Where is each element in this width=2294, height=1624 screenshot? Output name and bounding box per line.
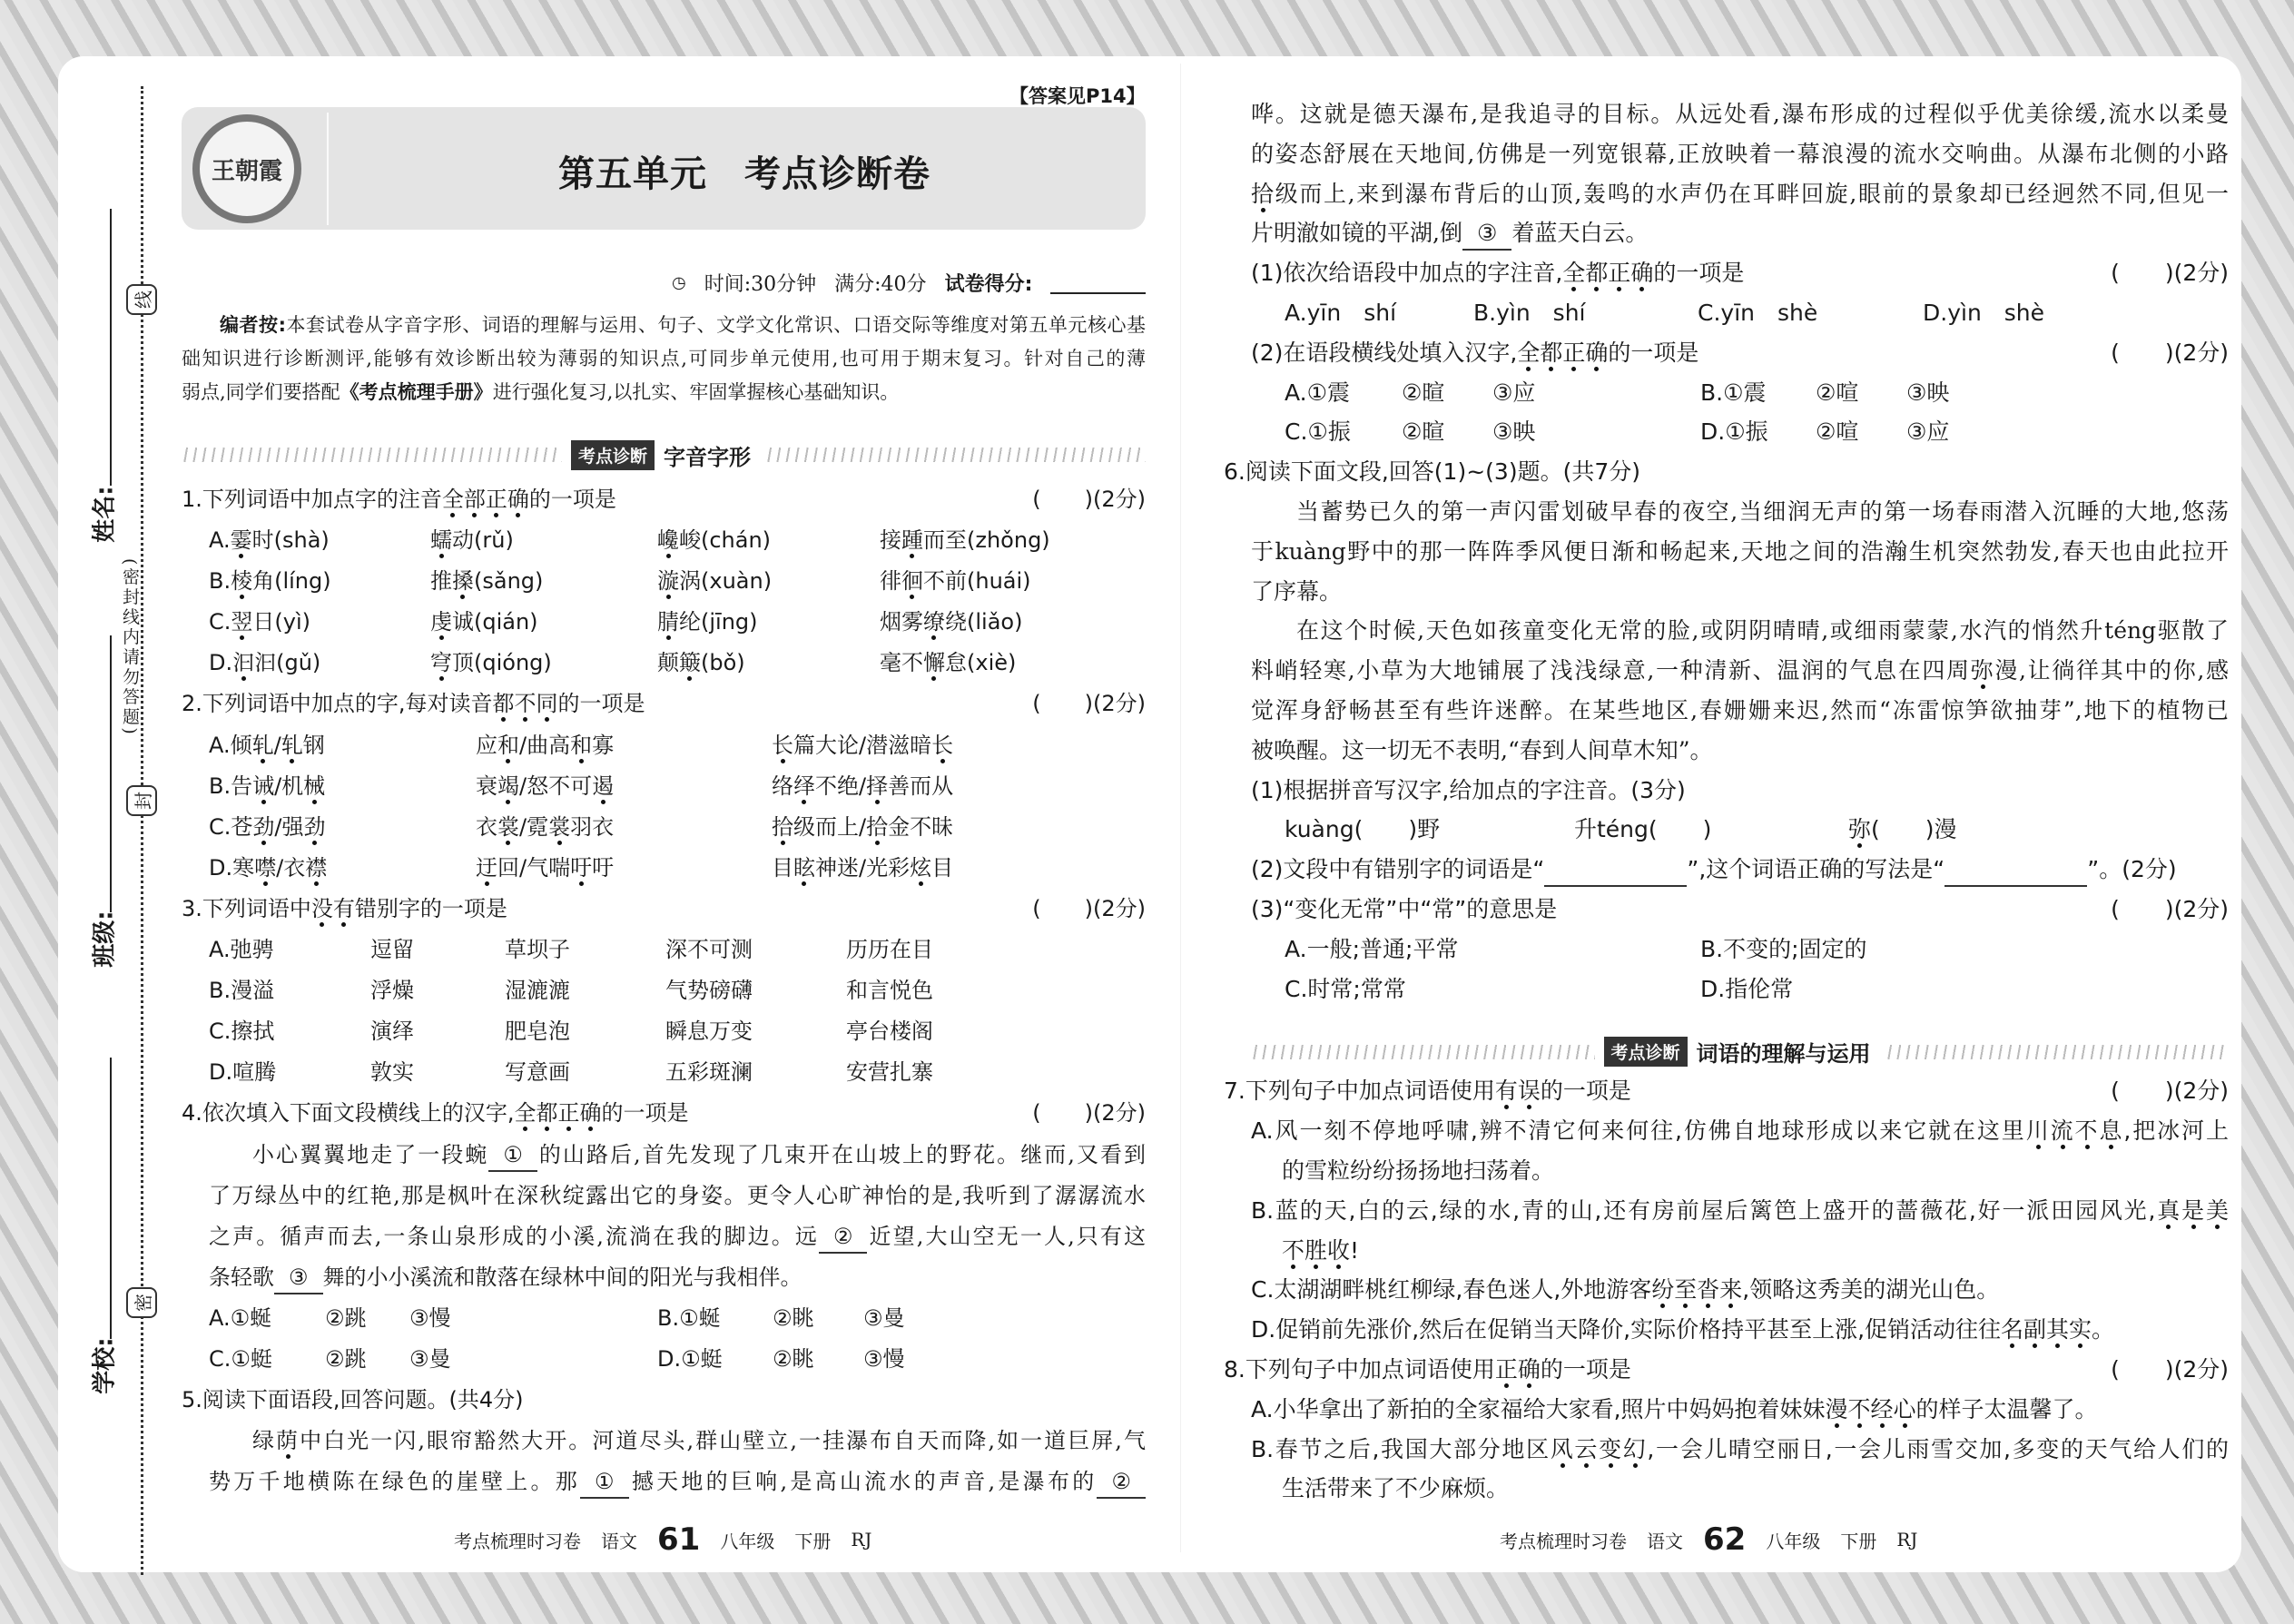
section-title: 词语的理解与运用: [1696, 1041, 1871, 1068]
question-stem-text: 5.阅读下面语段,回答问题。(共4分): [182, 1387, 524, 1413]
bold-text: 编者按:: [220, 314, 286, 336]
option-continuation: [1251, 1151, 2229, 1191]
answer-option[interactable]: 毫不懈怠(xiè): [880, 650, 1017, 676]
option-row: [209, 1298, 1146, 1339]
answer-option[interactable]: [1251, 1111, 2229, 1151]
option-row: [209, 1052, 1146, 1093]
answer-bracket-score[interactable]: ( )(2分): [2111, 1355, 2229, 1383]
passage-line: [1251, 651, 2229, 691]
option-row: [209, 1339, 1146, 1380]
seal-mark-line: 线: [126, 284, 157, 315]
answer-option[interactable]: D.yìn shè: [1923, 299, 2045, 326]
answer-bracket-score[interactable]: ( )(2分): [2111, 260, 2229, 287]
passage-line-text: 的姿态舒展在天地间,仿佛是一列宽银幕,正放映着一幕浪漫的流水交响曲。从瀑布北侧的小路: [1251, 140, 2229, 167]
section-header-phonetics: [182, 437, 1146, 473]
question-stem: [1224, 1350, 2229, 1390]
footer-series: 考点梳理时习卷: [454, 1530, 581, 1552]
answer-option[interactable]: D.①蜓: [657, 1345, 723, 1372]
passage-line: [209, 1421, 1146, 1462]
bold-text: 《考点梳理手册》: [340, 381, 493, 403]
answer-option[interactable]: 长篇大论/潜滋暗长: [772, 732, 954, 758]
answer-option[interactable]: ③慢: [863, 1345, 905, 1372]
answer-option[interactable]: C.①蜓: [209, 1345, 272, 1372]
hatch-decoration: [182, 448, 562, 462]
seal-notice: (密封线内请勿答题): [120, 558, 140, 737]
answer-option[interactable]: 五彩斑澜: [665, 1059, 753, 1086]
question-stem-text: 2.下列词语中加点的字,每对读音都不同的一项是: [182, 691, 645, 717]
answer-option[interactable]: D.喧腾: [209, 1059, 277, 1086]
answer-option[interactable]: A.一般;普通;平常: [1285, 935, 1459, 962]
answer-option[interactable]: 拾级而上/拾金不昧: [772, 813, 954, 840]
option-row: [209, 970, 1146, 1011]
sub-question: [1251, 771, 2229, 811]
answer-option[interactable]: 深不可测: [665, 937, 753, 963]
answer-option[interactable]: C.时常;常常: [1285, 975, 1406, 1002]
passage-line: [1251, 134, 2229, 174]
passage-line: [1251, 532, 2229, 572]
answer-option[interactable]: ②喧: [1816, 418, 1859, 446]
passage-line: [209, 1257, 1146, 1298]
footer-edition: RJ: [851, 1529, 872, 1550]
answer-option[interactable]: ②跳: [325, 1345, 367, 1372]
question-stem: [1224, 1071, 2229, 1111]
answer-option[interactable]: 瞬息万变: [665, 1019, 753, 1045]
school-label: 学校:: [91, 1337, 119, 1394]
answer-option[interactable]: 写意画: [505, 1059, 570, 1086]
answer-option[interactable]: 和言悦色: [846, 978, 933, 1004]
option-row: [1251, 412, 2229, 452]
answer-option[interactable]: C.yīn shè: [1698, 299, 1818, 326]
answer-option[interactable]: ②眺: [773, 1345, 814, 1372]
editor-note-line: 编者按:本套试卷从字音字形、词语的理解与运用、句子、文学文化常识、口语交际等维度对第五单元核心基: [220, 314, 1146, 336]
answer-option[interactable]: 敦实: [370, 1059, 414, 1086]
answer-option[interactable]: ③慢: [409, 1304, 451, 1331]
sub-question: [1251, 253, 2229, 293]
editor-note: [182, 309, 1146, 409]
answer-option-text: D.促销前先涨价,然后在促销当天降价,实际价格持平甚至上涨,促销活动往往名副其实。: [1251, 1316, 2115, 1343]
footer-left: [454, 1521, 871, 1558]
section-tag: 考点诊断: [1604, 1037, 1688, 1067]
answer-option[interactable]: ③曼: [863, 1304, 905, 1331]
answer-option-text: B.春节之后,我国大部分地区风云变幻,一会儿晴空丽日,一会儿雨雪交加,多变的天气给人们的: [1251, 1435, 2229, 1462]
exam-meta: [672, 269, 1146, 297]
answer-option[interactable]: B.告诫/机械: [209, 773, 326, 799]
fill-blank[interactable]: ①: [488, 1139, 537, 1172]
option-row: [209, 602, 1146, 643]
answer-option[interactable]: A.yīn shí: [1285, 299, 1397, 326]
answer-option[interactable]: 巉峻(chán): [657, 527, 772, 554]
answer-bracket-score[interactable]: ( )(2分): [2111, 339, 2229, 366]
sub-question: [1251, 333, 2229, 373]
option-continuation: [1251, 1469, 2229, 1509]
question-stem: [182, 1380, 1146, 1421]
passage-line-text: 条轻歌 ③ 舞的小小溪流和散落在绿林中间的阳光与我相伴。: [209, 1265, 802, 1290]
answer-option[interactable]: 肥皂泡: [505, 1019, 570, 1045]
score-input[interactable]: [1050, 272, 1146, 294]
answer-option[interactable]: 穹顶(qióng): [430, 650, 552, 676]
section-tag: 考点诊断: [571, 440, 655, 470]
fill-blank[interactable]: ③: [1462, 218, 1511, 251]
answer-option[interactable]: A.倾轧/轧钢: [209, 732, 325, 758]
class-label: 班级:: [91, 910, 119, 968]
answer-option[interactable]: D.寒噤/衣襟: [209, 854, 328, 881]
option-row: [1251, 930, 2229, 969]
passage-line: [1251, 572, 2229, 612]
answer-option[interactable]: A.①震: [1285, 379, 1351, 406]
passage-line-text: 片明澈如镜的平湖,倒 ③ 着蓝天白云。: [1251, 220, 1648, 246]
answer-option[interactable]: ②暄: [1402, 379, 1445, 406]
answer-option[interactable]: 颠簸(bǒ): [657, 650, 745, 676]
passage-line-text: 了序幕。: [1251, 577, 1343, 605]
answer-option-text: A.小华拿出了新拍的全家福给大家看,照片中妈妈抱着妹妹漫不经心的样子太温馨了。: [1251, 1395, 2098, 1422]
option-row: [209, 561, 1146, 602]
option-row: [1251, 969, 2229, 1009]
option-row: [209, 725, 1146, 766]
passage-line: [1251, 611, 2229, 651]
passage-line: [1251, 492, 2229, 532]
editor-note-line: 础知识进行诊断测评,能够有效诊断出较为薄弱的知识点,可同步单元使用,也可用于期末复习。针对自己的薄: [182, 348, 1146, 369]
passage-line: [209, 1135, 1146, 1176]
option-row: [1251, 293, 2229, 333]
answer-option[interactable]: ③应: [1492, 379, 1536, 406]
answer-option[interactable]: B.①蜒: [657, 1304, 721, 1331]
answer-option[interactable]: A.霎时(shà): [209, 527, 330, 554]
name-label: 姓名:: [91, 486, 119, 543]
page-divider: [1180, 64, 1181, 1552]
answer-option[interactable]: D.汩汩(gǔ): [209, 650, 321, 676]
passage-line-text: 料峭轻寒,小草为大地铺展了浅浅绿意,一种清新、温润的气息在四周弥漫,让徜徉其中的你,感: [1251, 657, 2229, 684]
answer-option[interactable]: ③曼: [409, 1345, 451, 1372]
answer-bracket-score[interactable]: ( )(2分): [2111, 895, 2229, 922]
answer-option[interactable]: 迂回/气喘吁吁: [476, 854, 615, 881]
question-stem: [182, 684, 1146, 724]
answer-option[interactable]: 历历在目: [846, 937, 933, 963]
passage-line-text: 当蓄势已久的第一声闪雷划破早春的夜空,当细润无声的第一场春雨潜入沉睡的大地,悠荡: [1296, 497, 2229, 525]
hatch-decoration: [1885, 1045, 2230, 1059]
passage-line: [1251, 174, 2229, 214]
answer-option[interactable]: 应和/曲高和寡: [476, 732, 615, 758]
footer-volume: 下册: [794, 1530, 832, 1552]
fill-blank[interactable]: ②: [1097, 1466, 1146, 1499]
answer-option-text: C.太湖湖畔桃红柳绿,春色迷人,外地游客纷至沓来,领略这秀美的湖光山色。: [1251, 1276, 2000, 1304]
answer-option[interactable]: B.①震: [1700, 379, 1767, 406]
answer-option[interactable]: 烟雾缭绕(liǎo): [880, 609, 1023, 635]
answer-bracket-score[interactable]: ( )(2分): [1032, 895, 1146, 921]
sub-question: [1251, 890, 2229, 930]
footer-right: [1500, 1521, 1917, 1558]
answer-option[interactable]: ③映: [1906, 379, 1950, 406]
passage-line-text: 之声。循声而去,一条山泉形成的小溪,流淌在我的脚边。远 ② 近望,大山空无一人,只有这: [209, 1224, 1146, 1249]
passage-line: [209, 1216, 1146, 1257]
fill-blank[interactable]: ③: [274, 1262, 323, 1294]
fill-blank[interactable]: [1544, 854, 1687, 887]
passage-line: [209, 1462, 1146, 1502]
answer-option[interactable]: C.擦拭: [209, 1019, 275, 1045]
answer-option[interactable]: A.①蜒: [209, 1304, 272, 1331]
option-continuation-text: 不胜收!: [1282, 1236, 1360, 1264]
answer-option[interactable]: [1251, 1270, 2229, 1310]
answer-option[interactable]: 亭台楼阁: [846, 1019, 933, 1045]
passage-line: [1251, 213, 2229, 253]
answer-option[interactable]: 推搡(sǎng): [430, 568, 544, 595]
sub-question-text: (2)在语段横线处填入汉字,全都正确的一项是: [1251, 339, 1699, 366]
page-title: 第五单元 考点诊断卷: [558, 153, 930, 195]
answer-option[interactable]: 演绎: [370, 1019, 414, 1045]
answer-option[interactable]: D.指伦常: [1700, 975, 1794, 1002]
answer-option[interactable]: 腈纶(jīng): [657, 609, 758, 635]
answer-option[interactable]: 络绎不绝/择善而从: [772, 773, 954, 799]
answer-option[interactable]: C.①振: [1285, 418, 1351, 446]
answer-option[interactable]: 安营扎寨: [846, 1059, 933, 1086]
answer-option[interactable]: 衰竭/怒不可遏: [476, 773, 615, 799]
class-field-line[interactable]: [110, 635, 112, 912]
question-stem-text: 3.下列词语中没有错别字的一项是: [182, 895, 507, 921]
answer-option-text: A.风一刻不停地呼啸,辨不清它何来何往,仿佛自地球形成以来它就在这里川流不息,把冰河上: [1251, 1117, 2229, 1145]
answer-option[interactable]: 虔诚(qián): [430, 609, 538, 635]
page-number: 62: [1703, 1521, 1747, 1558]
section-header: [1251, 1009, 2229, 1071]
answer-option[interactable]: 衣裳/霓裳羽衣: [476, 813, 615, 840]
passage-line-text: 被唤醒。这一切无不表明,“春到人间草木知”。: [1251, 736, 1713, 763]
answer-option[interactable]: B.yìn shí: [1473, 299, 1586, 326]
passage-line: [1251, 94, 2229, 134]
answer-option[interactable]: B.漫溢: [209, 978, 275, 1004]
sub-question-text: (1)根据拼音写汉字,给加点的字注音。(3分): [1251, 776, 1686, 803]
option-row: [209, 807, 1146, 848]
question-stem: [182, 1093, 1146, 1134]
option-row: [209, 930, 1146, 970]
fill-blank[interactable]: ①: [580, 1466, 629, 1499]
question-stem-text: 6.阅读下面文段,回答(1)~(3)题。(共7分): [1224, 458, 1640, 486]
passage-line-text: 哗。这就是德天瀑布,是我追寻的目标。从远处看,瀑布形成的过程似乎优美徐缓,流水以柔曼: [1251, 101, 2229, 127]
option-continuation: [1251, 1231, 2229, 1271]
answer-option[interactable]: C.翌日(yì): [209, 609, 310, 635]
question-stem: [1224, 452, 2229, 492]
answer-option[interactable]: ③应: [1906, 418, 1950, 446]
time-limit: 时间:30分钟: [704, 273, 817, 296]
answer-option[interactable]: ②跳: [325, 1304, 367, 1331]
answer-option[interactable]: ②眺: [773, 1304, 814, 1331]
full-score: 满分:40分: [834, 273, 927, 296]
answer-option-text: B.蓝的天,白的云,绿的水,青的山,还有房前屋后篱笆上盛开的蔷薇花,好一派田园风光,真是美: [1251, 1196, 2229, 1224]
answer-bracket-score[interactable]: ( )(2分): [1032, 487, 1146, 512]
fill-blank[interactable]: [1944, 854, 2087, 887]
answer-option[interactable]: 蠕动(rǔ): [430, 527, 514, 554]
passage-line-text: 绿荫中白光一闪,眼帘豁然大开。河道尽头,群山壁立,一挂瀑布自天而降,如一道巨屏,气: [252, 1428, 1146, 1454]
question-stem-text: 7.下列句子中加点词语使用有误的一项是: [1224, 1078, 1631, 1105]
answer-option[interactable]: 气势磅礴: [665, 978, 753, 1004]
answer-option[interactable]: [1251, 1430, 2229, 1470]
passage-line-text: 拾级而上,来到瀑布背后的山顶,轰鸣的水声仍在耳畔回旋,眼前的景象却已经迥然不同,但见一: [1251, 180, 2229, 207]
footer-grade: 八年级: [1766, 1530, 1821, 1552]
answer-option[interactable]: [1251, 1310, 2229, 1350]
option-row: [209, 643, 1146, 684]
passage-line-text: 觉浑身舒畅甚至有些许迷醉。在某些地区,春姗姗来迟,然而“冻雷惊笋欲抽芽”,地下的植物已: [1251, 696, 2229, 723]
answer-bracket-score[interactable]: ( )(2分): [2111, 1078, 2229, 1105]
passage-line-text: 了万绿丛中的红艳,那是枫叶在深秋绽露出它的身姿。更令人心旷神怡的是,我听到了潺潺流水: [209, 1182, 1146, 1208]
answer-option[interactable]: ②暄: [1402, 418, 1445, 446]
answer-option[interactable]: 湿漉漉: [505, 978, 570, 1004]
clock-icon: ◷: [672, 273, 686, 292]
passage-line: [1251, 691, 2229, 731]
answer-option[interactable]: C.苍劲/强劲: [209, 813, 326, 840]
question-stem-text: 4.依次填入下面文段横线上的汉字,全都正确的一项是: [182, 1100, 689, 1127]
seal-mark-seal: 封: [126, 785, 157, 816]
answer-reference: 【答案见P14】: [1009, 85, 1146, 107]
answer-option[interactable]: B.不变的;固定的: [1700, 935, 1867, 962]
banner-separator: [327, 113, 329, 225]
question-stem-text: 1.下列词语中加点字的注音全部正确的一项是: [182, 487, 616, 512]
answer-option[interactable]: 接踵而至(zhǒng): [880, 527, 1050, 554]
answer-option[interactable]: 徘徊不前(huái): [880, 568, 1031, 595]
sub-question: [1251, 850, 2229, 890]
footer-series: 考点梳理时习卷: [1500, 1530, 1627, 1552]
passage-line: [209, 1176, 1146, 1216]
footer-subject: 语文: [601, 1530, 637, 1552]
sub-question-text: (2)文段中有错别字的词语是“ ”,这个词语正确的写法是“ ”。(2分): [1251, 856, 2177, 882]
answer-option[interactable]: 逗留: [370, 937, 414, 963]
option-row: [209, 766, 1146, 807]
passage-line: [1251, 731, 2229, 771]
right-page-questions: [1224, 94, 2229, 1509]
sub-question-text: (3)“变化无常”中“常”的意思是: [1251, 895, 1558, 922]
answer-option[interactable]: B.棱角(líng): [209, 568, 331, 595]
answer-option[interactable]: [1251, 1191, 2229, 1231]
answer-option[interactable]: 升téng( ): [1574, 816, 1712, 843]
answer-option[interactable]: A.弛骋: [209, 937, 274, 963]
footer-subject: 语文: [1647, 1530, 1683, 1552]
question-stem: [182, 479, 1146, 520]
footer-edition: RJ: [1896, 1529, 1918, 1550]
passage-line-text: 于kuàng野中的那一阵阵季风便日渐和畅起来,天地之间的浩瀚生机突然勃发,春天也由此拉开: [1251, 537, 2229, 565]
hatch-decoration: [765, 448, 1146, 462]
editor-note-line: 弱点,同学们要搭配《考点梳理手册》进行强化复习,以扎实、牢固掌握核心基础知识。: [182, 381, 900, 403]
publisher-logo: 王朝霞: [192, 114, 301, 223]
passage-line-text: 小心翼翼地走了一段蜿 ① 的山路后,首先发现了几束开在山坡上的野花。继而,又看到: [252, 1142, 1146, 1167]
fill-blank[interactable]: ②: [819, 1221, 868, 1254]
answer-option[interactable]: [1251, 1390, 2229, 1430]
answer-option[interactable]: 弥( )漫: [1848, 816, 1957, 843]
answer-option[interactable]: 目眩神迷/光彩炫目: [772, 854, 954, 881]
option-row: [1251, 373, 2229, 413]
option-row: [209, 520, 1146, 561]
answer-option[interactable]: 草坝子: [505, 937, 570, 963]
footer-volume: 下册: [1840, 1530, 1877, 1552]
seal-mark-secret: 密: [126, 1287, 157, 1318]
page-number: 61: [657, 1521, 701, 1558]
answer-bracket-score[interactable]: ( )(2分): [1032, 691, 1146, 717]
answer-option[interactable]: D.①振: [1700, 418, 1768, 446]
answer-bracket-score[interactable]: ( )(2分): [1032, 1100, 1146, 1127]
school-field-line[interactable]: [110, 1058, 112, 1339]
option-row: [1251, 810, 2229, 850]
answer-option[interactable]: ③映: [1492, 418, 1536, 446]
left-page-questions: [182, 479, 1147, 1502]
passage-line-text: 势万千地横陈在绿色的崖壁上。那 ① 撼天地的巨响,是高山流水的声音,是瀑布的 ②: [209, 1469, 1146, 1494]
question-stem-text: 8.下列句子中加点词语使用正确的一项是: [1224, 1355, 1631, 1383]
answer-option[interactable]: 浮燥: [370, 978, 414, 1004]
question-stem: [182, 889, 1146, 930]
passage-line-text: 在这个时候,天色如孩童变化无常的脸,或阴阴晴晴,或细雨蒙蒙,水汽的悄然升téng驱散了: [1296, 617, 2229, 645]
sub-question-text: (1)依次给语段中加点的字注音,全都正确的一项是: [1251, 260, 1745, 287]
option-row: [209, 1011, 1146, 1052]
score-label: 试卷得分:: [944, 273, 1033, 296]
option-row: [209, 848, 1146, 889]
option-continuation-text: 生活带来了不少麻烦。: [1282, 1475, 1510, 1502]
name-field-line[interactable]: [110, 209, 112, 486]
hatch-decoration: [1251, 1045, 1595, 1059]
answer-option[interactable]: ②喧: [1816, 379, 1859, 406]
footer-grade: 八年级: [720, 1530, 775, 1552]
section-title: 字音字形: [664, 444, 752, 470]
answer-option[interactable]: kuàng( )野: [1285, 816, 1441, 843]
answer-option[interactable]: 漩涡(xuàn): [657, 568, 773, 595]
option-continuation-text: 的雪粒纷纷扬扬地扫荡着。: [1282, 1156, 1555, 1184]
